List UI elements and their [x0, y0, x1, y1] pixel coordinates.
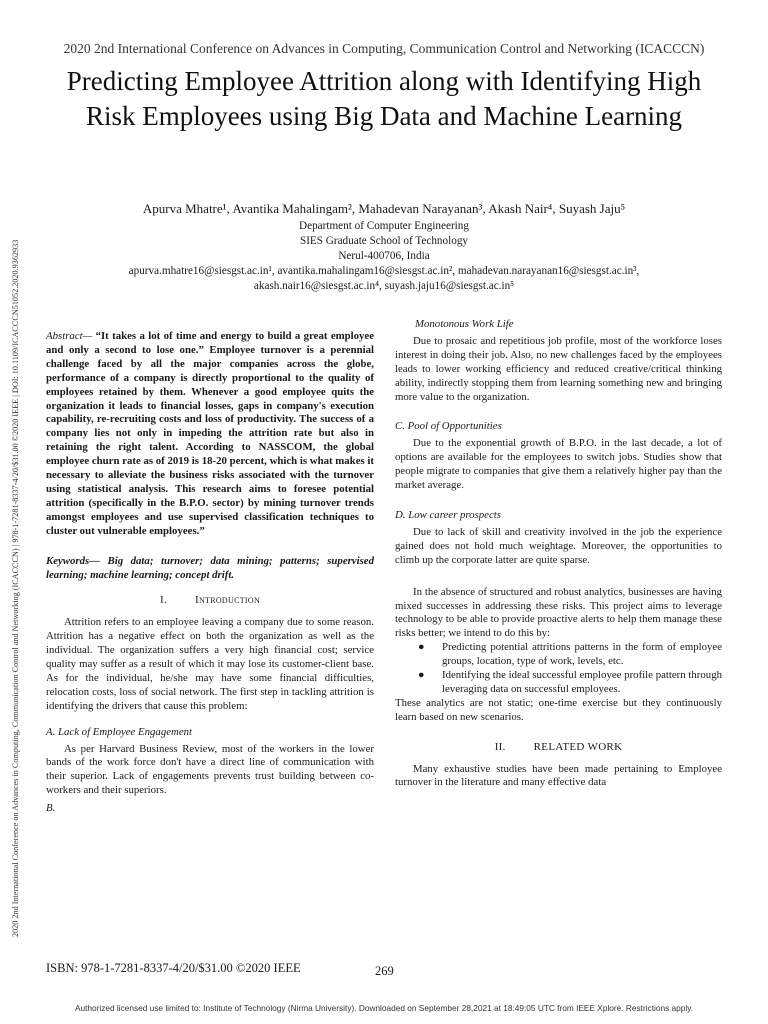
monotonous-paragraph: Due to prosaic and repetitious job profile, most of the workforce loses interest in doing their job. Also, no new challenges faced by the employees leads to lower working efficiency and reduced creative/critical thinking ability, indirectly stopping them from learning something new and bringing more value to the organization.	[395, 334, 722, 403]
affiliation-block	[40, 219, 728, 294]
isbn-footer: ISBN: 978-1-7281-8337-4/20/$31.00 ©2020 IEEE	[46, 961, 301, 975]
subsection-label-b: B.	[46, 802, 56, 815]
abstract	[46, 330, 374, 539]
related-work-paragraph: Many exhaustive studies have been made pertaining to Employee turnover in the literature and many effective data	[395, 762, 722, 789]
analytics-tail-paragraph: These analytics are not static; one-time exercise but they continuously learn based on new scenarios.	[395, 696, 722, 723]
author-emails-line2: akash.nair16@siesgst.ac.in⁴, suyash.jaju16@siesgst.ac.in⁵	[253, 280, 515, 292]
bullet-list	[395, 641, 722, 697]
analytics-paragraph: In the absence of structured and robust analytics, businesses are having mixed successes in addressing these risks. This project aims to leverage technology to be able to provide proactive alerts to help them manage these risks better; we intend to do this by:	[395, 585, 722, 640]
section-title: RELATED WORK	[533, 740, 623, 753]
license-notice: Authorized licensed use limited to: Institute of Technology (Nirma University). Downloaded on September 28,2021 at 18:49:05 UTC from IEEE Xplore. Restrictions apply.	[74, 1003, 694, 1013]
left-column	[46, 330, 374, 819]
abstract-text: “It takes a lot of time and energy to build a great employee and only a second to lose one.” Employee turnover is a perennial challenge faced by all the major companies across the globe, performance of a company is directly proportional to the quality of employees retained by them. Whenever a good employee quits the organization it leads to financial losses, gaps in company's execution capability, re-recruiting costs and loss of productivity. The success of a company lies not only in impeding the attrition rate but also in retaining the right talent. According to NASSCOM, the global employee churn rate as of 2019 is 18-20 percent, which is what makes it necessary to alleviate the business risks associated with the turnover using statistical analysis. This research aims to foresee potential attrition (specifically in the B.P.O. sector) by mining turnover trends amongst employees and use supervised classification techniques to cluster out vulnerable employees.”	[46, 330, 374, 537]
subsection-heading-a: A. Lack of Employee Engagement	[46, 725, 193, 738]
subsection-heading-monotonous: Monotonous Work Life	[415, 318, 514, 330]
section-number: II.	[494, 740, 506, 753]
section-heading-introduction	[46, 594, 374, 608]
intro-paragraph: Attrition refers to an employee leaving a company due to some reason. Attrition has a negative effect on both the organization as well as the individual. The organization suffers a very high financial cost; service quality may suffer as a result of which it may lose its customer-client base. As for the individual, he/she may have some financial difficulties, relocation costs, loss of social network. The first step in tackling attrition is identifying the drivers that cause this problem:	[46, 616, 374, 712]
section-number: I.	[159, 594, 167, 607]
list-item	[395, 669, 722, 697]
bullet-icon: ●	[418, 669, 425, 682]
subsection-c-paragraph: Due to the exponential growth of B.P.O. in the last decade, a lot of options are available for the employees to switch jobs. Studies show that people migrate to companies that give them a relatively higher pay than the market average.	[395, 437, 722, 492]
list-item	[395, 641, 722, 669]
bullet-text: Identifying the ideal successful employee profile pattern through leveraging data on successful employees.	[442, 669, 722, 695]
affiliation-location: Nerul-400706, India	[338, 250, 430, 262]
section-heading-related-work	[395, 741, 722, 755]
section-title: Introduction	[194, 594, 261, 607]
paper-title: Predicting Employee Attrition along with Identifying High Risk Employees using Big Data and Machine Learning	[66, 66, 702, 131]
page-number: 269	[375, 964, 394, 978]
subsection-heading-d: D. Low career prospects	[395, 508, 501, 521]
side-doi-text: 2020 2nd International Conference on Advances in Computing, Communication Control and Networking (ICACCCN) | 978-1-7281-8337-4/20/$31.00 ©2020 IEEE | DOI: 10.1109/ICACCCN51052.2020.9362933	[11, 239, 20, 937]
affiliation-school: SIES Graduate School of Technology	[299, 235, 469, 247]
subsection-d-paragraph: Due to lack of skill and creativity involved in the job the experience gained does not hold much weightage. Moreover, the opportunities to climb up the corporate latter are quite sparse.	[395, 525, 722, 566]
subsection-heading-c: C. Pool of Opportunities	[395, 420, 502, 433]
right-column	[395, 318, 722, 790]
subsection-a-paragraph: As per Harvard Business Review, most of the workers in the lower bands of the work force don't have a direct line of communication with their superior. Lack of engagements prevents trust building between co-workers and their superiors.	[46, 742, 374, 797]
conference-header: 2020 2nd International Conference on Advances in Computing, Communication Control and Networking (ICACCCN)	[63, 41, 705, 56]
affiliation-department: Department of Computer Engineering	[299, 220, 469, 232]
abstract-label: Abstract—	[46, 330, 93, 342]
bullet-text: Predicting potential attritions patterns in the form of employee groups, location, type of work, levels, etc.	[442, 641, 722, 668]
author-emails-line1: apurva.mhatre16@siesgst.ac.in¹, avantika.mahalingam16@siesgst.ac.in², mahadevan.narayanan16@siesgst.ac.in³,	[128, 265, 640, 277]
bullet-icon: ●	[418, 641, 425, 654]
author-list: Apurva Mhatre¹, Avantika Mahalingam², Mahadevan Narayanan³, Akash Nair⁴, Suyash Jaju⁵	[142, 201, 626, 216]
keywords: Keywords— Big data; turnover; data mining; patterns; supervised learning; machine learning; concept drift.	[46, 554, 374, 581]
